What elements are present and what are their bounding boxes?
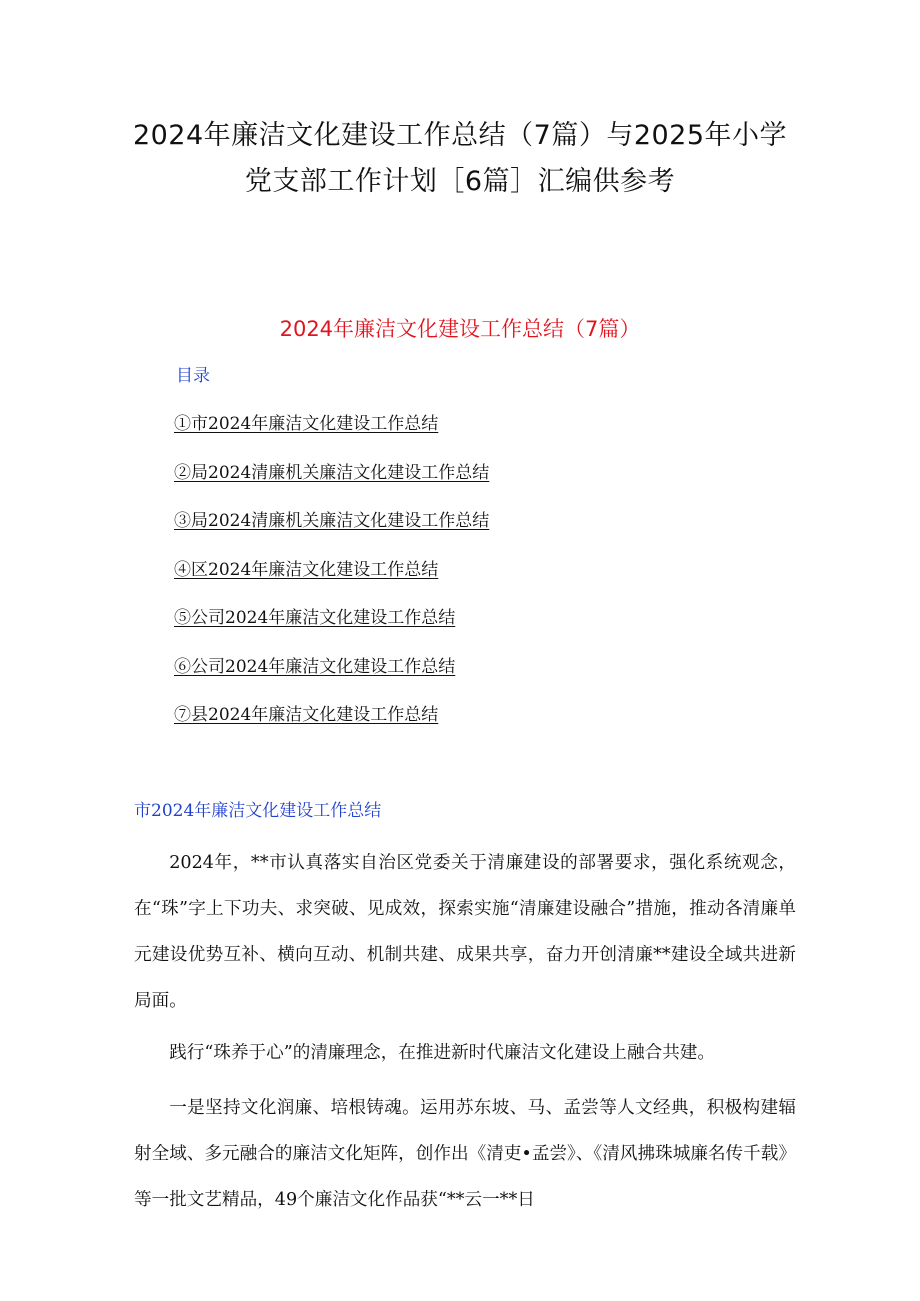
toc-item <box>174 408 489 457</box>
toc-item <box>174 457 489 506</box>
article-paragraph-2: 践行“珠养于心”的清廉理念，在推进新时代廉洁文化建设上融合共建。 <box>169 1043 715 1063</box>
document-title-line-2: 党支部工作计划［6篇］汇编供参考 <box>244 166 676 197</box>
toc-link-1[interactable]: ①市2024年廉洁文化建设工作总结 <box>174 414 439 434</box>
toc-item <box>174 699 489 748</box>
toc-item <box>174 651 489 700</box>
article-paragraph-3: 一是坚持文化润廉、培根铸魂。运用苏东坡、马、孟尝等人文经典，积极构建辐射全域、多元融合的廉洁文化矩阵，创作出《清吏•孟尝》、《清风拂珠城廉名传千载》等一批文艺精品，49个廉洁文化作品获“**云一**日 <box>134 1098 796 1210</box>
table-of-contents <box>174 408 489 748</box>
toc-item <box>174 554 489 603</box>
toc-link-4[interactable]: ④区2024年廉洁文化建设工作总结 <box>174 559 439 580</box>
toc-link-5[interactable]: ⑤公司2024年廉洁文化建设工作总结 <box>174 608 456 628</box>
toc-link-6[interactable]: ⑥公司2024年廉洁文化建设工作总结 <box>174 656 456 677</box>
section-title: 2024年廉洁文化建设工作总结（7篇） <box>279 317 641 341</box>
toc-heading: 目录 <box>176 366 210 386</box>
toc-link-7[interactable]: ⑦县2024年廉洁文化建设工作总结 <box>174 705 439 725</box>
article-paragraph-1: 2024年，**市认真落实自治区党委关于清廉建设的部署要求，强化系统观念，在“珠”字上下功夫、求突破、见成效，探索实施“清廉建设融合”措施，推动各清廉单元建设优势互补、横向互动、机制共建、成果共享，奋力开创清廉**建设全域共进新局面。 <box>134 853 796 1011</box>
toc-item <box>174 505 489 554</box>
toc-link-2[interactable]: ②局2024清廉机关廉洁文化建设工作总结 <box>174 462 490 483</box>
toc-link-3[interactable]: ③局2024清廉机关廉洁文化建设工作总结 <box>174 511 490 531</box>
article-heading: 市2024年廉洁文化建设工作总结 <box>134 801 382 821</box>
toc-item <box>174 602 489 651</box>
document-title-line-1: 2024年廉洁文化建设工作总结（7篇）与2025年小学 <box>132 120 788 151</box>
